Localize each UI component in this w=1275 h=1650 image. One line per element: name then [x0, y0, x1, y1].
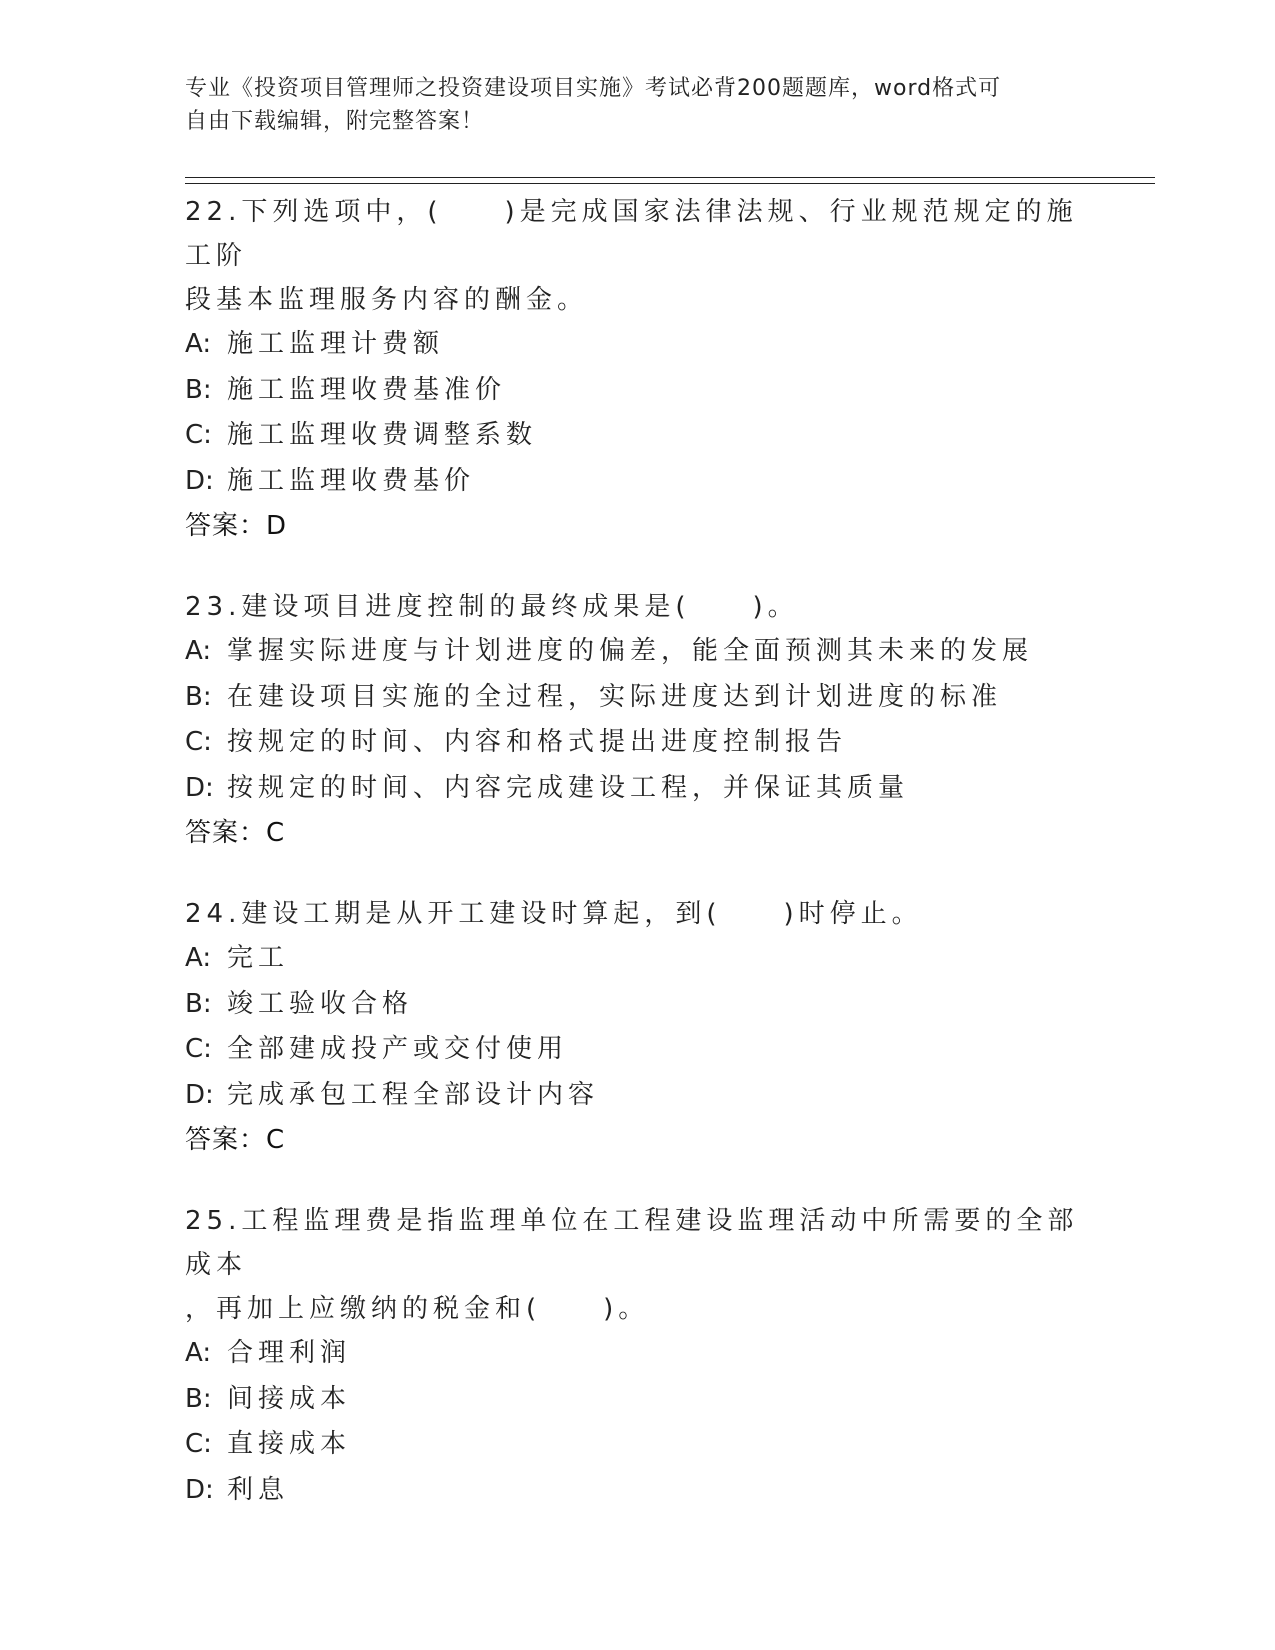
- option-text: 完成承包工程全部设计内容: [227, 1079, 600, 1110]
- header-line-1: 专业《投资项目管理师之投资建设项目实施》考试必背200题题库，word格式可: [185, 76, 1002, 101]
- option-label: A:: [185, 1338, 212, 1368]
- option-text: 在建设项目实施的全过程，实际进度达到计划进度的标准: [227, 681, 1003, 712]
- option-label: D:: [185, 772, 214, 803]
- question-stem-line: 段基本监理服务内容的酬金。: [185, 285, 589, 315]
- option-label: D:: [185, 465, 214, 496]
- option-text: 直接成本: [227, 1429, 352, 1459]
- option-label: D:: [185, 1474, 214, 1505]
- option-text: 完工: [227, 943, 290, 973]
- question-stem-line: 24.建设工期是从开工建设时算起，到( )时停止。: [185, 899, 923, 929]
- header-divider-bottom: [185, 183, 1155, 184]
- option-d: [185, 1468, 1085, 1514]
- option-d: [185, 766, 1085, 812]
- option-label: C:: [185, 420, 212, 450]
- option-label: A:: [185, 329, 212, 359]
- option-label: C:: [185, 1429, 212, 1459]
- option-text: 合理利润: [227, 1338, 352, 1368]
- option-c: [185, 720, 1085, 766]
- option-c: [185, 1422, 1085, 1468]
- option-text: 按规定的时间、内容和格式提出进度控制报告: [227, 727, 848, 757]
- option-text: 竣工验收合格: [227, 988, 414, 1019]
- question-stem-line: 22.下列选项中，( )是完成国家法律法规、行业规范规定的施工阶: [185, 197, 1078, 271]
- document-header: [185, 72, 1065, 138]
- question-stem-line: 23.建设项目进度控制的最终成果是( )。: [185, 592, 799, 622]
- question-stem-line: 25.工程监理费是指监理单位在工程建设监理活动中所需要的全部成本: [185, 1206, 1079, 1280]
- question-22: [185, 190, 1085, 549]
- option-b: [185, 1377, 1085, 1423]
- option-text: 掌握实际进度与计划进度的偏差，能全面预测其未来的发展: [227, 636, 1034, 666]
- option-label: B:: [185, 988, 212, 1019]
- option-c: [185, 413, 1085, 459]
- option-label: C:: [185, 727, 212, 757]
- answer-line: 答案：C: [185, 1125, 286, 1155]
- option-text: 施工监理收费调整系数: [227, 420, 538, 450]
- option-label: B:: [185, 374, 212, 405]
- option-a: [185, 936, 1085, 982]
- header-divider-top: [185, 177, 1155, 178]
- option-label: C:: [185, 1034, 212, 1064]
- option-d: [185, 1073, 1085, 1119]
- option-c: [185, 1027, 1085, 1073]
- option-a: [185, 1331, 1085, 1377]
- option-text: 间接成本: [227, 1383, 352, 1414]
- option-b: [185, 675, 1085, 721]
- option-d: [185, 459, 1085, 505]
- option-label: B:: [185, 1383, 212, 1414]
- option-text: 施工监理收费基价: [227, 465, 476, 496]
- option-label: B:: [185, 681, 212, 712]
- question-24: [185, 892, 1085, 1163]
- answer-line: 答案：C: [185, 818, 286, 848]
- option-b: [185, 982, 1085, 1028]
- option-a: [185, 629, 1085, 675]
- answer-line: 答案：D: [185, 511, 288, 541]
- option-label: A:: [185, 636, 212, 666]
- option-text: 按规定的时间、内容完成建设工程，并保证其质量: [227, 772, 910, 803]
- option-text: 全部建成投产或交付使用: [227, 1034, 569, 1064]
- option-label: D:: [185, 1079, 214, 1110]
- option-a: [185, 322, 1085, 368]
- option-text: 施工监理计费额: [227, 329, 445, 359]
- option-label: A:: [185, 943, 212, 973]
- question-stem-line: ，再加上应缴纳的税金和( )。: [185, 1294, 650, 1324]
- option-b: [185, 368, 1085, 414]
- option-text: 利息: [227, 1474, 290, 1505]
- question-25: [185, 1199, 1085, 1513]
- question-list: [185, 190, 1085, 1549]
- option-text: 施工监理收费基准价: [227, 374, 507, 405]
- header-line-2: 自由下载编辑，附完整答案！: [185, 109, 485, 134]
- question-23: [185, 585, 1085, 856]
